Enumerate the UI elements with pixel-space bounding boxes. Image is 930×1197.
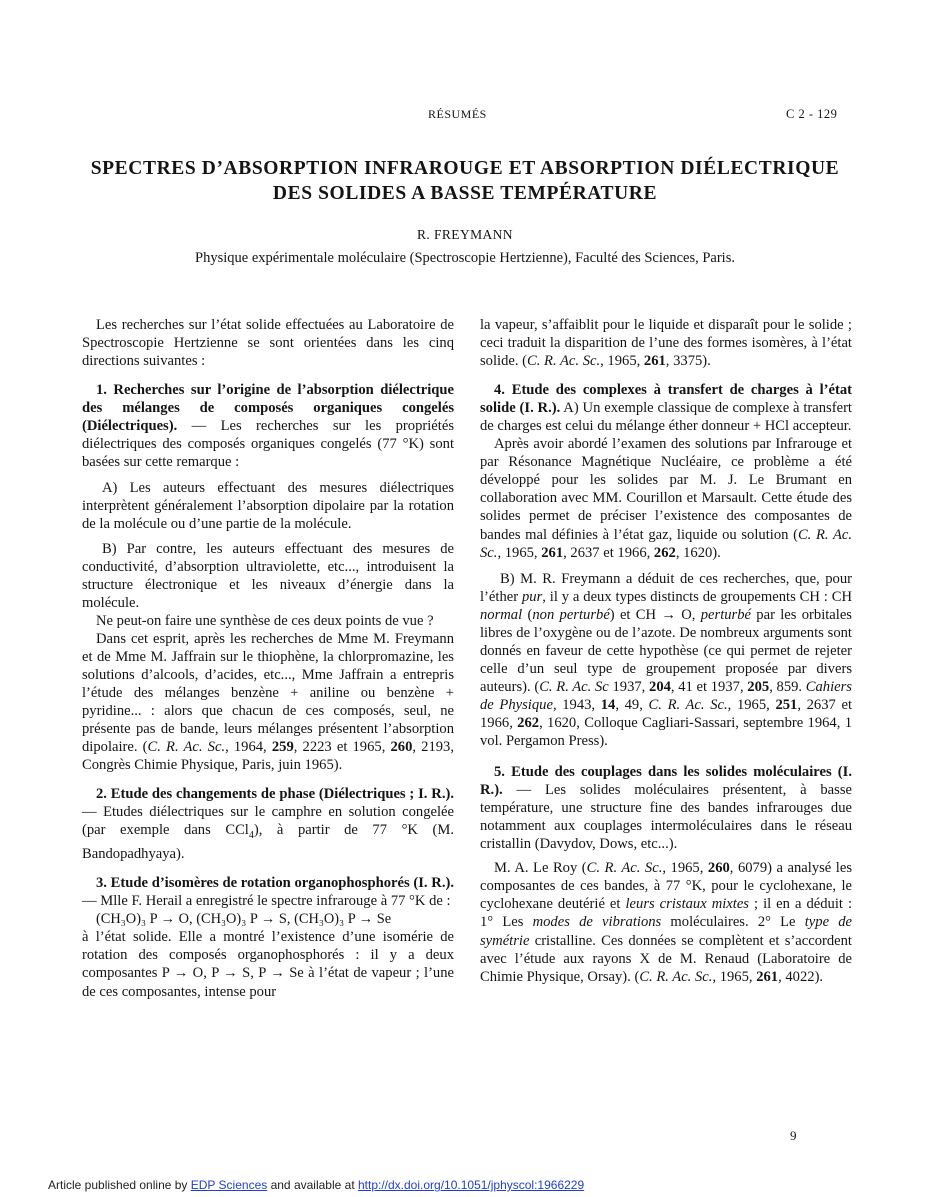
section-5-paragraph-2-text: cristalline. Ces données se complètent et s’accordent avec l’étude aux rayons X de M. Renaud (Laboratoire de Chimie Physique, Orsay). (	[480, 932, 852, 985]
reference-text: , 2193, Congrès Chimie Physique, Paris, juin 1965).	[82, 739, 454, 774]
reference-volume: 260	[390, 739, 413, 756]
reference-journal: C. R. Ac. Sc.	[586, 860, 663, 877]
section-4-point-b-text: (	[522, 606, 533, 623]
reference-volume: 262	[517, 714, 540, 731]
italic-term: type de symétrie	[480, 914, 853, 949]
reference-text: , 1620, Colloque Cagliari-Sassari, septembre 1964, 1 vol. Pergamon Press).	[480, 714, 852, 750]
reference-text: , 1965,	[712, 968, 757, 985]
section-1-paragraph	[82, 381, 454, 471]
page-code: C 2 - 129	[786, 107, 838, 121]
section-4-paragraph-2	[480, 435, 852, 561]
title-line-2: DES SOLIDES A BASSE TEMPÉRATURE	[272, 183, 658, 204]
section-1-text: — Les recherches sur les propriétés diélectriques des composés organiques congelés (77 °K) sont basées sur cette remarque :	[82, 418, 454, 471]
reference-text: , 1965,	[727, 696, 776, 713]
reference-text: , 1965,	[662, 860, 708, 877]
section-4-point-b	[480, 570, 852, 750]
section-4-heading: 4. Etude des complexes à transfert de charges à l’état solide (I. R.).	[480, 382, 852, 417]
section-3-result: à l’état solide. Elle a montré l’existence d’une isomérie de rotation des composés organophosphorés : il y a deux composantes P → O, P → S, P → Se à l’état de vapeur ; l’une de ces composantes, intense pour	[82, 929, 454, 1000]
reference-text: , 2637 et 1966,	[480, 696, 853, 731]
left-column	[82, 316, 454, 1001]
footer-text: Article published online by	[48, 1178, 191, 1192]
reference-journal: C. R. Ac. Sc.	[527, 353, 601, 370]
edp-sciences-link[interactable]: EDP Sciences	[190, 1178, 268, 1192]
author: R. FREYMANN	[417, 227, 513, 242]
reference-text: , 859.	[769, 678, 806, 695]
reference-text: , 4022).	[778, 968, 824, 985]
right-column	[480, 316, 852, 986]
section-3-heading: 3. Etude d’isomères de rotation organophosphorés (I. R.).	[96, 875, 454, 892]
section-3-paragraph	[82, 874, 454, 910]
reference-journal: Cahiers de Physique	[480, 678, 852, 713]
reference-volume: 261	[756, 968, 779, 985]
reference-journal: C. R. Ac. Sc.	[648, 696, 728, 713]
section-1-question: Ne peut-on faire une synthèse de ces deux points de vue ?	[96, 612, 434, 629]
footer-text: and available at	[267, 1178, 358, 1192]
section-4-paragraph	[480, 381, 852, 435]
reference-volume: 205	[747, 678, 770, 695]
page-number: 9	[790, 1128, 797, 1143]
section-2-heading: 2. Etude des changements de phase (Diélectriques ; I. R.).	[96, 786, 454, 803]
reference-volume: 261	[541, 544, 564, 561]
affiliation: Physique expérimentale moléculaire (Spectroscopie Hertzienne), Faculté des Sciences, Paris.	[195, 250, 735, 266]
section-2-text-end: ), à partir de 77 °K (M. Bandopadhyaya).	[82, 822, 454, 863]
italic-term: leurs cristaux mixtes	[625, 896, 749, 913]
section-5-paragraph-2-text: ; il en a déduit : 1° Les	[480, 896, 852, 931]
section-1-discussion	[82, 630, 454, 774]
reference-volume: 251	[775, 696, 798, 713]
reference-journal: C. R. Ac. Sc	[539, 678, 609, 695]
reference-journal: C. R. Ac. Sc.	[639, 968, 713, 985]
section-2-text: — Etudes diélectriques sur le camphre en solution congelée (par exemple dans CCl	[82, 804, 454, 839]
section-5-paragraph-2	[480, 859, 852, 985]
running-title: RÉSUMÉS	[428, 107, 487, 121]
section-3-continued	[480, 316, 852, 370]
subscript: 4	[248, 830, 254, 842]
section-1-point-b: B) Par contre, les auteurs effectuant des mesures de conductivité, d’absorption ultraviolette, etc..., introduisent la structure électronique et les niveaux d’énergie dans la molécule.	[82, 540, 454, 611]
reference-volume: 259	[271, 739, 294, 756]
section-3-continued-text: la vapeur, s’affaiblit pour le liquide et disparaît pour le solide ; ceci traduit la disparition de l’une des formes isomères, à l’état solide. (	[480, 317, 852, 370]
section-4-text: A) Un exemple classique de complexe à transfert de charges est celui du mélange éther donneur + HCl accepteur.	[480, 400, 852, 435]
section-5-paragraph-2-text: M. A. Le Roy (	[494, 860, 587, 877]
section-4-point-b-text: par les orbitales libres de l’oxygène ou de l’azote. De nombreux arguments sont donnés en faveur de cette hypothèse (ce qui permet de rejeter celle d’un seul type de groupement proposée par divers auteurs). (	[480, 606, 852, 695]
section-5-paragraph-2-text: , 6079) a analysé les composantes de ces bandes, à 77 °K, pour le cyclohexane, le cyclohexane deutérié et	[480, 860, 852, 913]
section-1-point-a: A) Les auteurs effectuant des mesures diélectriques interprètent généralement l’absorption dipolaire par la rotation de la molécule ou d’une partie de la molécule.	[82, 480, 454, 533]
reference-text: , 1943,	[552, 696, 601, 713]
reference-text: , 2223 et 1965,	[293, 739, 391, 756]
section-3-text: — Mlle F. Herail a enregistré le spectre infrarouge à 77 °K de :	[82, 893, 451, 910]
footer	[48, 1178, 584, 1192]
reference-volume: 204	[649, 678, 671, 695]
reference-text: 1937,	[608, 678, 650, 695]
reference-text: , 49,	[615, 696, 649, 713]
reference-text: , 3375).	[665, 353, 711, 370]
doi-link[interactable]: http://dx.doi.org/10.1051/jphyscol:1966229	[357, 1178, 585, 1192]
paper-title	[0, 156, 930, 206]
reference-text: , 41 et 1937,	[670, 678, 748, 695]
reference-journal: C. R. Ac. Sc.	[147, 739, 226, 756]
reference-text: , 1620).	[675, 544, 721, 561]
intro-paragraph: Les recherches sur l’état solide effectuées au Laboratoire de Spectroscopie Hertzienne se sont orientées dans les cinq directions suivantes :	[82, 317, 454, 370]
reference-volume: 261	[643, 353, 666, 370]
section-1-heading: 1. Recherches sur l’origine de l’absorption diélectrique des mélanges de composés organiques congelés (Diélectriques).	[82, 382, 454, 435]
italic-term: normal	[480, 606, 523, 623]
italic-term: non perturbé	[532, 606, 610, 623]
italic-term: pur	[521, 588, 543, 605]
italic-term: perturbé	[700, 606, 751, 623]
formula-line: (CH₃O)₃ P → O, (CH₃O)₃ P → S, (CH₃O)₃ P → Se	[96, 911, 392, 928]
section-5-heading: 5. Etude des couplages dans les solides moléculaires (I. R.).	[480, 764, 852, 799]
section-5-paragraph	[480, 763, 852, 853]
reference-text: , 1965,	[600, 353, 644, 370]
section-4-point-b-text: , il y a deux types distincts de groupements CH : CH	[542, 588, 853, 605]
reference-journal: C. R. Ac. Sc.	[480, 526, 852, 561]
reference-volume: 14	[600, 696, 616, 713]
section-4-point-b-text: B) M. R. Freymann a déduit de ces recherches, que, pour l’éther	[480, 570, 852, 605]
section-2-paragraph	[82, 785, 454, 863]
italic-term: modes de vibrations	[532, 914, 662, 931]
reference-volume: 262	[653, 544, 676, 561]
section-5-paragraph-2-text: moléculaires. 2° Le	[661, 914, 805, 931]
title-line-1: SPECTRES D’ABSORPTION INFRAROUGE ET ABSORPTION DIÉLECTRIQUE	[90, 158, 840, 179]
section-1-discussion-text: Dans cet esprit, après les recherches de Mme M. Freymann et de Mme M. Jaffrain sur le thiophène, la chlorpromazine, les solutions d’alcools, d’acides, etc..., Mme Jaffrain a entrepris l’étude des mélanges benzène + aniline ou benzène + pyridine... : alors que chacun de ces composés, seul, ne présente pas de bande, leurs mélanges présentent l’absorption dipolaire. (	[82, 630, 454, 756]
section-5-text: — Les solides moléculaires présentent, à basse température, une structure fine des bandes infrarouges due notamment aux couplages intermoléculaires dans le réseau cristallin (Davydov, Dows, etc...).	[480, 782, 852, 853]
reference-text: , 1964,	[225, 739, 272, 756]
reference-text: , 2637 et 1966,	[563, 544, 654, 561]
section-4-paragraph-2-text: Après avoir abordé l’examen des solutions par Infrarouge et par Résonance Magnétique Nucléaire, ce problème a été développé pour les solides par M. J. Le Brumant en collaboration avec MM. Courillon et Marsault. Cette étude des solides permet de préciser l’existence des composantes de bandes mal définies à l’état gaz, liquide ou solution (	[480, 436, 852, 543]
reference-text: , 1965,	[497, 544, 542, 561]
section-4-point-b-text: ) et CH → O,	[609, 606, 701, 623]
reference-volume: 260	[707, 860, 730, 877]
